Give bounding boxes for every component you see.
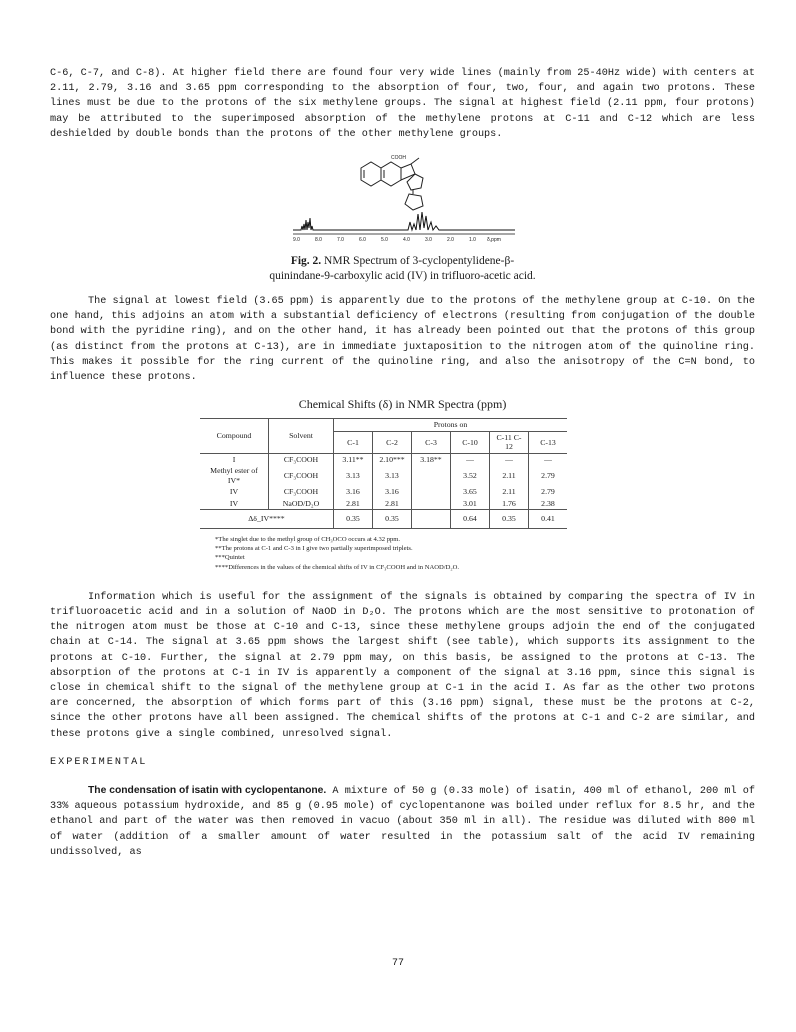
page-body (50, 66, 755, 860)
header-c11-c12: C-11 C-12 (490, 431, 529, 453)
table-row-IV-cf3cooh: IV CF₃COOH 3.16 3.16 3.65 2.11 2.79 (200, 486, 567, 498)
table-row-I: I CF₃COOH 3.11** 2.10*** 3.18** — — — (200, 453, 567, 465)
paragraph-4 (50, 783, 755, 860)
section-heading: EXPERIMENTAL (50, 756, 148, 768)
molecule-structure (361, 158, 423, 210)
header-c13: C-13 (529, 431, 568, 453)
figure-caption (268, 254, 538, 284)
header-solvent: Solvent (269, 419, 334, 454)
chemical-shifts-table (200, 418, 567, 529)
nmr-spectrum-figure (253, 154, 553, 246)
header-c10: C-10 (451, 431, 490, 453)
svg-text:2.0: 2.0 (446, 237, 454, 244)
svg-text:8.0: 8.0 (314, 237, 322, 244)
svg-text:4.0: 4.0 (402, 237, 410, 244)
svg-text:7.0: 7.0 (336, 237, 344, 244)
header-compound: Compound (200, 419, 269, 454)
footnote-4: ****Differences in the values of the chemical shifts of IV in CF₃COOH and in NAOD/D₂O. (215, 563, 460, 571)
header-c1: C-1 (334, 431, 373, 453)
paragraph-4-text: A mixture of 50 g (0.33 mole) of isatin, 400 ml of ethanol, 200 ml of 33% aqueous potassium hydroxide, and 85 g (0.95 mole) of cyclopentanone was boiled under reflux for 8.5 hr, and the ethanol and part of the water was then removed in vacuo (about 350 ml in all). The residue was diluted with 800 ml of water (addition of a smaller amount of water resulted in the potassium salt of the acid IV remaining undissolved, as (50, 785, 755, 858)
header-protons-on: Protons on (334, 419, 568, 432)
paragraph-3: Information which is useful for the assignment of the signals is obtained by comparing the spectra of IV in trifluoroacetic acid and in a solution of NaOD in D₂O. The protons which are the most sensitive to protonation of the nitrogen atom must be those at C-10 and C-13, since these methylene groups adjoin the end of the conjugated chain at C-14. The signal at 3.65 ppm shows the largest shift (see table), which supports its assignment to the protons at C-10. Further, the signal at 2.79 ppm may, on this basis, be assigned to the protons at C-13. The absorption of the protons at C-1 in IV is apparently a component of the signal at 3.16 ppm, since this signal is close in chemical shift to the signal of the methylene group at C-1 in the acid I. As far as the other two protons are concerned, the absorption of which forms part of this (3.16 ppm) signal, these must be the protons at C-2, since the other protons have all been assigned. The chemical shifts of the protons at C-1 and C-2 are similar, and these protons give a single combined, unresolved signal. (50, 591, 755, 740)
paragraph-2: The signal at lowest field (3.65 ppm) is apparently due to the protons of the methylene group at C-10. On the one hand, this adjoins an atom with a substantial deficiency of electrons (resulting from conjugation of the double bond with the pyridine ring), and on the other hand, it has already been pointed out that the protons of this group (as distinct from the protons at C-13), are in immediate juxtaposition to the nitrogen atom of the quinoline ring. This makes it possible for the ring current of the quinoline ring, and also the anisotropy of the C=N bond, to influence these protons. (50, 296, 755, 384)
footnote-1: *The singlet due to the methyl group of CH₃OCO occurs at 4.32 ppm. (215, 535, 401, 543)
paragraph-4-title: The condensation of isatin with cyclopentanone. (88, 784, 327, 796)
svg-text:9.0: 9.0 (292, 237, 300, 244)
caption-text: NMR Spectrum of 3-cyclopentylidene-β-quinindane-9-carboxylic acid (IV) in trifluoro-acetic acid. (269, 255, 536, 283)
figure-2 (50, 154, 755, 284)
svg-text:6.0: 6.0 (358, 237, 366, 244)
table-row-methyl-ester: Methyl ester of IV* CF₃COOH 3.13 3.13 3.52 2.11 2.79 (200, 465, 567, 486)
footnote-2: **The protons at C-1 and C-3 in I give two partially superimposed triplets. (215, 545, 413, 553)
table-row-delta: Δδ_IV**** 0.35 0.35 0.64 0.35 0.41 (200, 510, 567, 529)
table-row-IV-naod: IV NaOD/D₂O 2.81 2.81 3.01 1.76 2.38 (200, 498, 567, 510)
svg-text:3.0: 3.0 (424, 237, 432, 244)
svg-text:δ,ppm: δ,ppm (486, 237, 501, 244)
table-title: Chemical Shifts (δ) in NMR Spectra (ppm) (298, 397, 507, 412)
caption-label: Fig. 2. (290, 255, 322, 268)
page-number: 77 (391, 958, 404, 969)
svg-text:5.0: 5.0 (380, 237, 388, 244)
header-c2: C-2 (373, 431, 412, 453)
header-c3: C-3 (412, 431, 451, 453)
footnote-3: ***Quintet (215, 554, 245, 562)
axis-ticks (293, 237, 501, 243)
svg-text:1.0: 1.0 (468, 237, 476, 244)
cooh-label: COOH (390, 155, 406, 162)
table-footnotes (215, 535, 755, 572)
paragraph-1: C-6, C-7, and C-8). At higher field there are found four very wide lines (mainly from 25-40Hz wide) with centers at 2.11, 2.79, 3.16 and 3.65 ppm corresponding to the absorption of four, two, four, and again two protons. These lines must be due to the protons of the six methylene groups. The signal at highest field (2.11 ppm, four protons) may be attributed to the superimposed absorption of the methylene protons at C-11 and C-12 which are less deshielded by double bonds than the protons of the other methylene groups. (50, 68, 755, 140)
spectrum-trace (293, 212, 515, 230)
